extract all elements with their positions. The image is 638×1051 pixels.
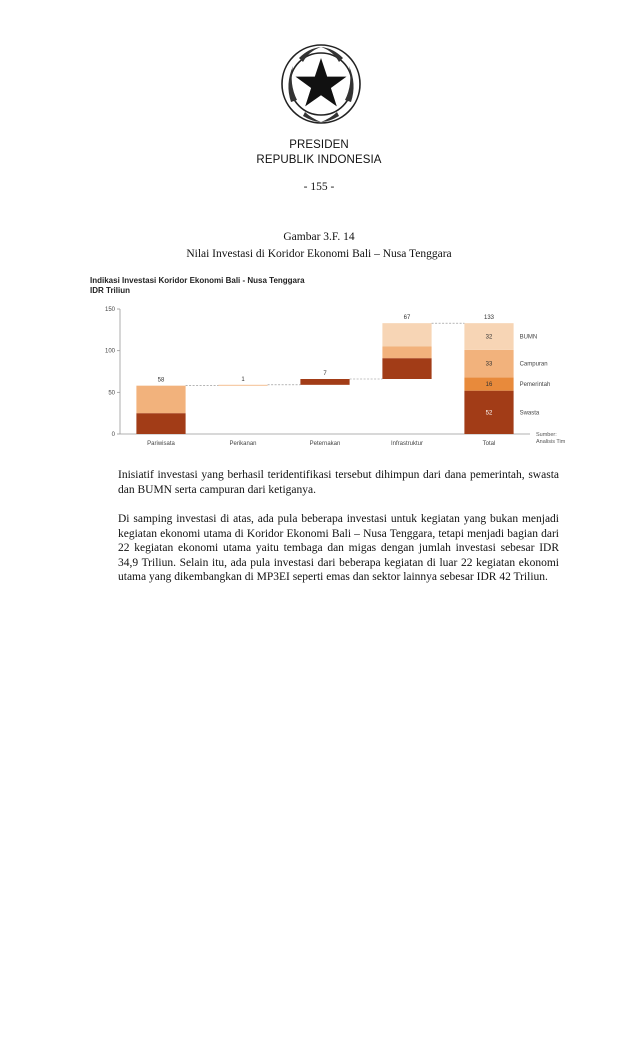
segment-value-label: 33 xyxy=(485,361,493,368)
bar-segment xyxy=(382,358,431,379)
y-tick-label: 50 xyxy=(108,390,115,397)
bar-total-label: 133 xyxy=(483,315,495,322)
chart-subtitle: IDR Triliun xyxy=(90,286,130,295)
x-category-label: Perikanan xyxy=(229,441,257,447)
x-category-label: Peternakan xyxy=(309,441,341,447)
legend-label: Swasta xyxy=(519,410,540,417)
page-number: - 155 - xyxy=(303,181,335,193)
bar-segment xyxy=(382,323,431,346)
segment-value-label: 52 xyxy=(485,410,493,417)
segment-value-label: 16 xyxy=(485,382,493,388)
paragraph-2: Di samping investasi di atas, ada pula beberapa investasi untuk kegiatan yang bukan menjadi kegiatan ekonomi utama di Koridor Ekonomi Bali – Nusa Tenggara, tetapi menjadi bagian dari 22 kegiatan ekonomi utama yaitu tembaga dan migas dengan jumlah investasi sebesar IDR 34,9 Triliun. Selain itu, ada pula investasi dari beberapa kegiatan di luar 22 kegiatan ekonomi utama yang dikembangkan di MP3EI seperti emas dan sektor lainnya sebesar IDR 42 Triliun. xyxy=(118,513,559,583)
x-category-label: Total xyxy=(482,441,496,447)
bar-total-label: 7 xyxy=(323,371,327,377)
y-tick-label: 0 xyxy=(111,432,115,438)
x-category-label: Infrastruktur xyxy=(390,441,424,447)
bar-segment xyxy=(136,413,185,434)
bar-segment xyxy=(382,347,431,359)
header-line-1: PRESIDEN xyxy=(289,139,349,151)
bar-segment xyxy=(136,386,185,414)
figure-label: Gambar 3.F. 14 xyxy=(283,231,355,243)
chart-source-line-2: Analisis Tim xyxy=(536,439,566,445)
x-category-label: Pariwisata xyxy=(147,441,175,447)
legend-label: Campuran xyxy=(519,361,548,368)
y-tick-label: 150 xyxy=(104,307,115,313)
y-tick-label: 100 xyxy=(104,348,115,355)
paragraph-1: Inisiatif investasi yang berhasil teridentifikasi tersebut dihimpun dari dana pemerintah, swasta dan BUMN serta campuran dari ketiganya. xyxy=(118,469,559,496)
legend-label: Pemerintah xyxy=(519,382,551,388)
bar-segment xyxy=(218,385,267,386)
bar-total-label: 58 xyxy=(157,377,165,384)
garuda-emblem xyxy=(279,42,363,126)
figure-title: Nilai Investasi di Koridor Ekonomi Bali – Nusa Tenggara xyxy=(186,248,452,260)
investment-waterfall-chart xyxy=(90,272,566,457)
chart-source-line-1: Sumber: xyxy=(536,432,557,438)
chart-title: Indikasi Investasi Koridor Ekonomi Bali - Nusa Tenggara xyxy=(90,276,305,285)
segment-value-label: 32 xyxy=(485,334,493,341)
bar-segment xyxy=(300,379,349,385)
bar-total-label: 67 xyxy=(403,315,411,322)
bar-total-label: 1 xyxy=(241,376,245,383)
legend-label: BUMN xyxy=(519,334,538,341)
header-line-2: REPUBLIK INDONESIA xyxy=(256,154,382,166)
